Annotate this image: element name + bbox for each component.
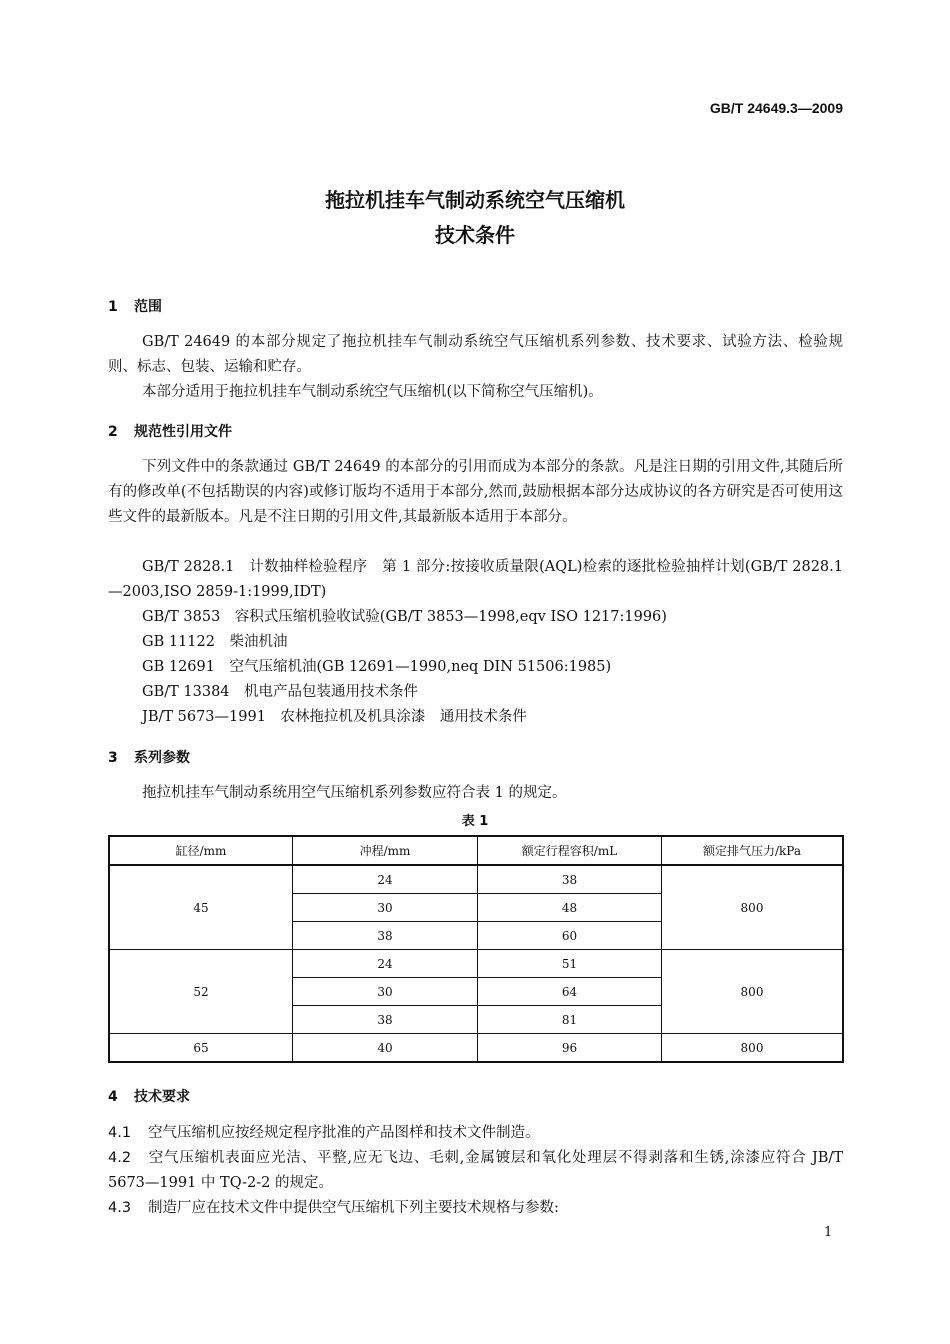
stroke-cell: 38 xyxy=(293,1006,478,1034)
col-header: 冲程/mm xyxy=(293,836,478,865)
clause-4-2 xyxy=(108,1146,843,1196)
standard-number: GB/T 24649.3—2009 xyxy=(709,100,843,116)
stroke-cell: 24 xyxy=(293,950,478,978)
volume-cell: 60 xyxy=(478,922,662,950)
doc-title-line1: 拖拉机挂车气制动系统空气压缩机 xyxy=(325,188,625,212)
doc-title-line2: 技术条件 xyxy=(435,223,515,247)
stroke-cell: 24 xyxy=(293,865,478,894)
s2-paragraph-1: 下列文件中的条款通过 GB/T 24649 的本部分的引用而成为本部分的条款。凡是注日期的引用文件,其随后所有的修改单(不包括勘误的内容)或修订版均不适用于本部分,然而,鼓励根据本部分达成协议的各方研究是否可使用这些文件的最新版本。凡是不注日期的引用文件,其最新版本适用于本部分。 xyxy=(108,459,843,525)
pressure-cell: 800 xyxy=(662,865,844,950)
table-row xyxy=(109,1034,843,1063)
s1-paragraph-2: 本部分适用于拖拉机挂车气制动系统空气压缩机(以下简称空气压缩机)。 xyxy=(142,384,603,400)
series-parameters-table xyxy=(108,835,844,1063)
reference-item: GB/T 13384 机电产品包装通用技术条件 xyxy=(142,684,419,700)
volume-cell: 38 xyxy=(478,865,662,894)
reference-item: GB/T 2828.1 计数抽样检验程序 第 1 部分:按接收质量限(AQL)检索的逐批检验抽样计划(GB/T 2828.1—2003,ISO 2859-1:1999,IDT) xyxy=(108,559,843,600)
col-header: 缸径/mm xyxy=(109,836,293,865)
section-1-heading xyxy=(108,296,162,316)
section-2-heading xyxy=(108,421,232,441)
volume-cell: 64 xyxy=(478,978,662,1006)
reference-item: GB 11122 柴油机油 xyxy=(142,634,288,650)
volume-cell: 81 xyxy=(478,1006,662,1034)
volume-cell: 96 xyxy=(478,1034,662,1063)
section-number: 4 xyxy=(108,1089,118,1105)
clause-4-3 xyxy=(108,1196,843,1221)
pressure-cell: 800 xyxy=(662,950,844,1034)
reference-item: GB/T 3853 容积式压缩机验收试验(GB/T 3853—1998,eqv ISO 1217:1996) xyxy=(142,609,667,625)
clause-text: 空气压缩机应按经规定程序批准的产品图样和技术文件制造。 xyxy=(148,1125,540,1141)
bore-cell: 65 xyxy=(109,1034,293,1063)
col-header: 额定行程容积/mL xyxy=(478,836,662,865)
table-header-row xyxy=(109,836,843,865)
section-title: 系列参数 xyxy=(134,750,190,766)
section-number: 1 xyxy=(108,299,118,315)
clause-number: 4.3 xyxy=(108,1200,132,1216)
clause-4-1 xyxy=(108,1121,843,1146)
volume-cell: 51 xyxy=(478,950,662,978)
s1-paragraph-1: GB/T 24649 的本部分规定了拖拉机挂车气制动系统空气压缩机系列参数、技术要求、试验方法、检验规则、标志、包装、运输和贮存。 xyxy=(108,334,843,375)
clause-text: 制造厂应在技术文件中提供空气压缩机下列主要技术规格与参数: xyxy=(148,1200,559,1216)
bore-cell: 45 xyxy=(109,865,293,950)
section-4-heading xyxy=(108,1086,190,1106)
table-caption: 表 1 xyxy=(461,814,489,829)
section-number: 3 xyxy=(108,750,118,766)
table-row xyxy=(109,950,843,978)
clause-text: 空气压缩机表面应光洁、平整,应无飞边、毛刺,金属镀层和氧化处理层不得剥落和生锈,涂漆应符合 JB/T 5673—1991 中 TQ-2-2 的规定。 xyxy=(108,1150,843,1191)
table-row xyxy=(109,865,843,894)
stroke-cell: 30 xyxy=(293,894,478,922)
volume-cell: 48 xyxy=(478,894,662,922)
stroke-cell: 30 xyxy=(293,978,478,1006)
section-title: 技术要求 xyxy=(134,1089,190,1105)
section-title: 范围 xyxy=(134,299,162,315)
section-title: 规范性引用文件 xyxy=(134,424,232,440)
stroke-cell: 40 xyxy=(293,1034,478,1063)
section-number: 2 xyxy=(108,424,118,440)
s3-paragraph-1: 拖拉机挂车气制动系统用空气压缩机系列参数应符合表 1 的规定。 xyxy=(142,785,567,801)
stroke-cell: 38 xyxy=(293,922,478,950)
reference-item: JB/T 5673—1991 农林拖拉机及机具涂漆 通用技术条件 xyxy=(142,709,527,725)
bore-cell: 52 xyxy=(109,950,293,1034)
pressure-cell: 800 xyxy=(662,1034,844,1063)
section-3-heading xyxy=(108,747,190,767)
clause-number: 4.2 xyxy=(108,1150,132,1166)
clause-number: 4.1 xyxy=(108,1125,132,1141)
page-number: 1 xyxy=(824,1225,833,1240)
reference-item: GB 12691 空气压缩机油(GB 12691—1990,neq DIN 51506:1985) xyxy=(142,659,612,675)
col-header: 额定排气压力/kPa xyxy=(662,836,844,865)
